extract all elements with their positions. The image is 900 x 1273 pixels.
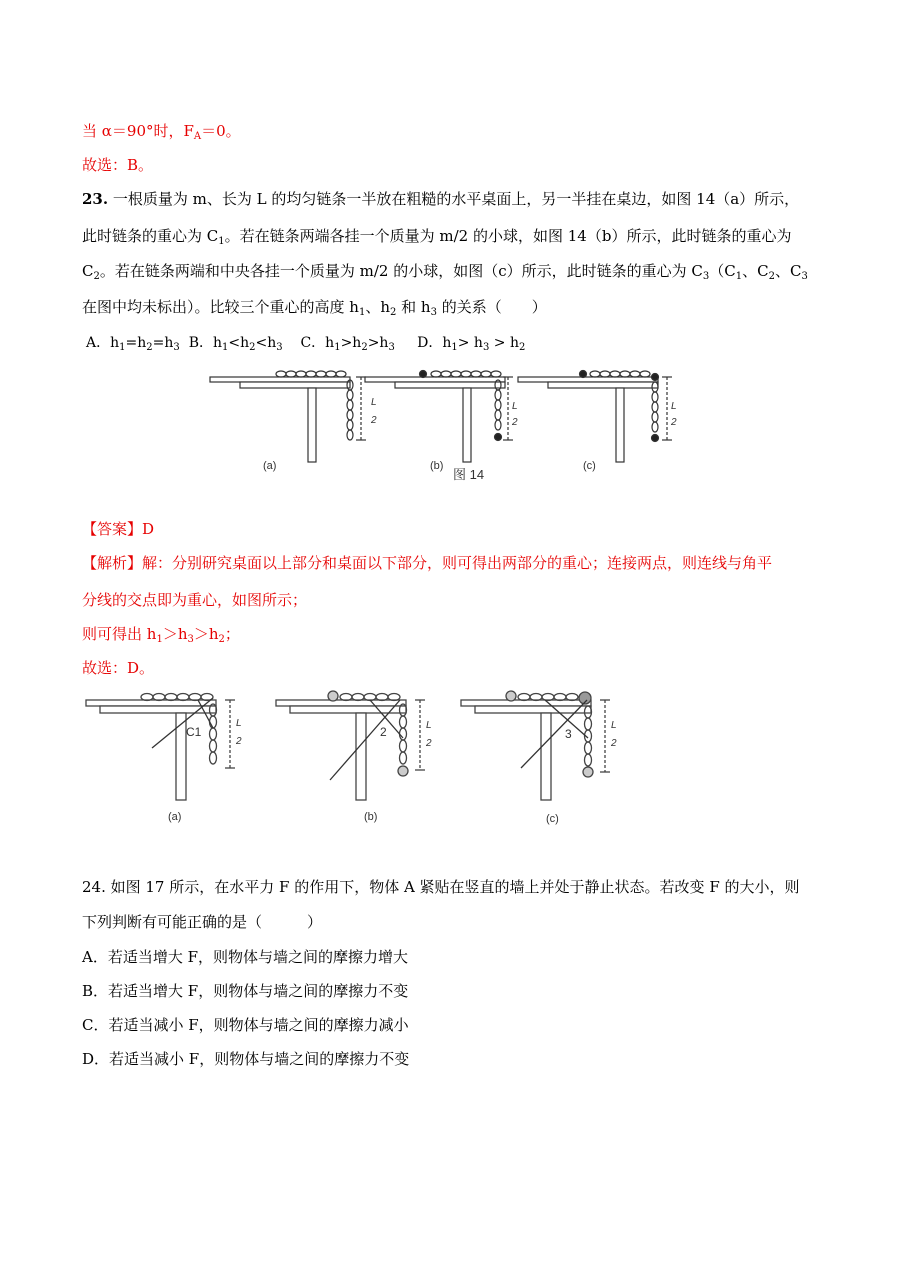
figure-14-panel-b bbox=[365, 371, 513, 463]
solution-panel-c bbox=[461, 691, 610, 800]
solution-label-b: (b) bbox=[364, 811, 378, 823]
dim-num-c: L bbox=[671, 401, 677, 412]
prev-solution-line: 当 α＝90°时，$F_A=0$。 bbox=[82, 122, 241, 142]
svg-text:2: 2 bbox=[611, 738, 617, 749]
figure-label-c: (c) bbox=[583, 460, 596, 472]
solution-figure bbox=[80, 688, 640, 838]
svg-text:2: 2 bbox=[236, 736, 242, 747]
q23-analysis-line-2: 分线的交点即为重心，如图所示； bbox=[82, 591, 308, 609]
q24-line-1: 24. 如图 17 所示，在水平力 F 的作用下，物体 A 紧贴在竖直的墙上并处于静止状态。若改变 F 的大小，则 bbox=[82, 878, 800, 896]
point-label-c3: 3 bbox=[565, 727, 572, 741]
solution-panel-b bbox=[276, 691, 425, 800]
svg-text:L: L bbox=[236, 718, 242, 729]
chain-horizontal bbox=[276, 371, 346, 377]
dim-num-a: L bbox=[371, 397, 377, 408]
q23-line-2: 此时链条的重心为 $C_1$。若在链条两端各挂一个质量为 m/2 的小球，如图 14（b）所示，此时链条的重心为 bbox=[82, 227, 792, 247]
dim-den-c: 2 bbox=[671, 417, 677, 428]
figure-label-a: (a) bbox=[263, 460, 277, 472]
prev-solution-choice: 故选：B。 bbox=[82, 156, 154, 174]
dim-num-b: L bbox=[512, 401, 518, 412]
q24-option-a: A．若适当增大 F，则物体与墙之间的摩擦力增大 bbox=[82, 948, 409, 966]
solution-label-a: (a) bbox=[168, 811, 182, 823]
chain-vertical bbox=[347, 380, 353, 440]
q23-option-d: D．$h_1> h_3 > h_2$ bbox=[417, 335, 526, 353]
q23-option-c: C．$h_1>h_2>h_3$ bbox=[300, 335, 395, 353]
q23-options bbox=[86, 333, 525, 353]
svg-text:L: L bbox=[426, 720, 432, 731]
q24-option-b: B．若适当增大 F，则物体与墙之间的摩擦力不变 bbox=[82, 982, 409, 1000]
figure-caption: 图 14 bbox=[453, 467, 485, 482]
q23-option-b: B．$h_1<h_2<h_3$ bbox=[188, 335, 283, 353]
q23-result: 则可得出 $h_1>h_3>h_2$； bbox=[82, 625, 240, 645]
dim-den-a: 2 bbox=[371, 415, 377, 426]
q23-line-1: 23. 一根质量为 m、长为 L 的均匀链条一半放在粗糙的水平桌面上，另一半挂在桌边，如图 14（a）所示， bbox=[82, 190, 800, 208]
solution-panel-a bbox=[86, 694, 235, 801]
svg-text:L: L bbox=[611, 720, 617, 731]
q23-answer: 【答案】D bbox=[82, 520, 155, 538]
q23-analysis-line-1: 【解析】解：分别研究桌面以上部分和桌面以下部分，则可得出两部分的重心；连接两点，则连线与角平 bbox=[82, 554, 773, 572]
q23-number: 23. bbox=[82, 190, 109, 208]
q23-choice: 故选：D。 bbox=[82, 659, 155, 677]
q23-option-a: A．$h_1=h_2=h_3$ bbox=[86, 335, 180, 353]
dim-den-b: 2 bbox=[512, 417, 518, 428]
point-label-c1: C1 bbox=[186, 725, 202, 739]
solution-label-c: (c) bbox=[546, 813, 559, 825]
figure-14-panel-a bbox=[210, 371, 366, 462]
figure-14 bbox=[205, 365, 675, 485]
svg-text:2: 2 bbox=[426, 738, 432, 749]
figure-label-b: (b) bbox=[430, 460, 444, 472]
q24-line-2: 下列判断有可能正确的是（ ） bbox=[82, 913, 323, 931]
q23-line-3: $C_2$。若在链条两端和中央各挂一个质量为 m/2 的小球，如图（c）所示，此时链条的重心为 $C_3(C_1$、$C_2$、$C_3$ bbox=[82, 262, 808, 282]
figure-14-panel-c bbox=[518, 371, 672, 463]
q24-option-c: C．若适当减小 F，则物体与墙之间的摩擦力减小 bbox=[82, 1016, 409, 1034]
q24-option-d: D．若适当减小 F，则物体与墙之间的摩擦力不变 bbox=[82, 1050, 410, 1068]
point-label-c2: 2 bbox=[380, 725, 387, 739]
q23-line-4: 在图中均未标出）。比较三个重心的高度 $h_1$、$h_2$ 和 $h_3$ 的关系（ ） bbox=[82, 298, 547, 318]
